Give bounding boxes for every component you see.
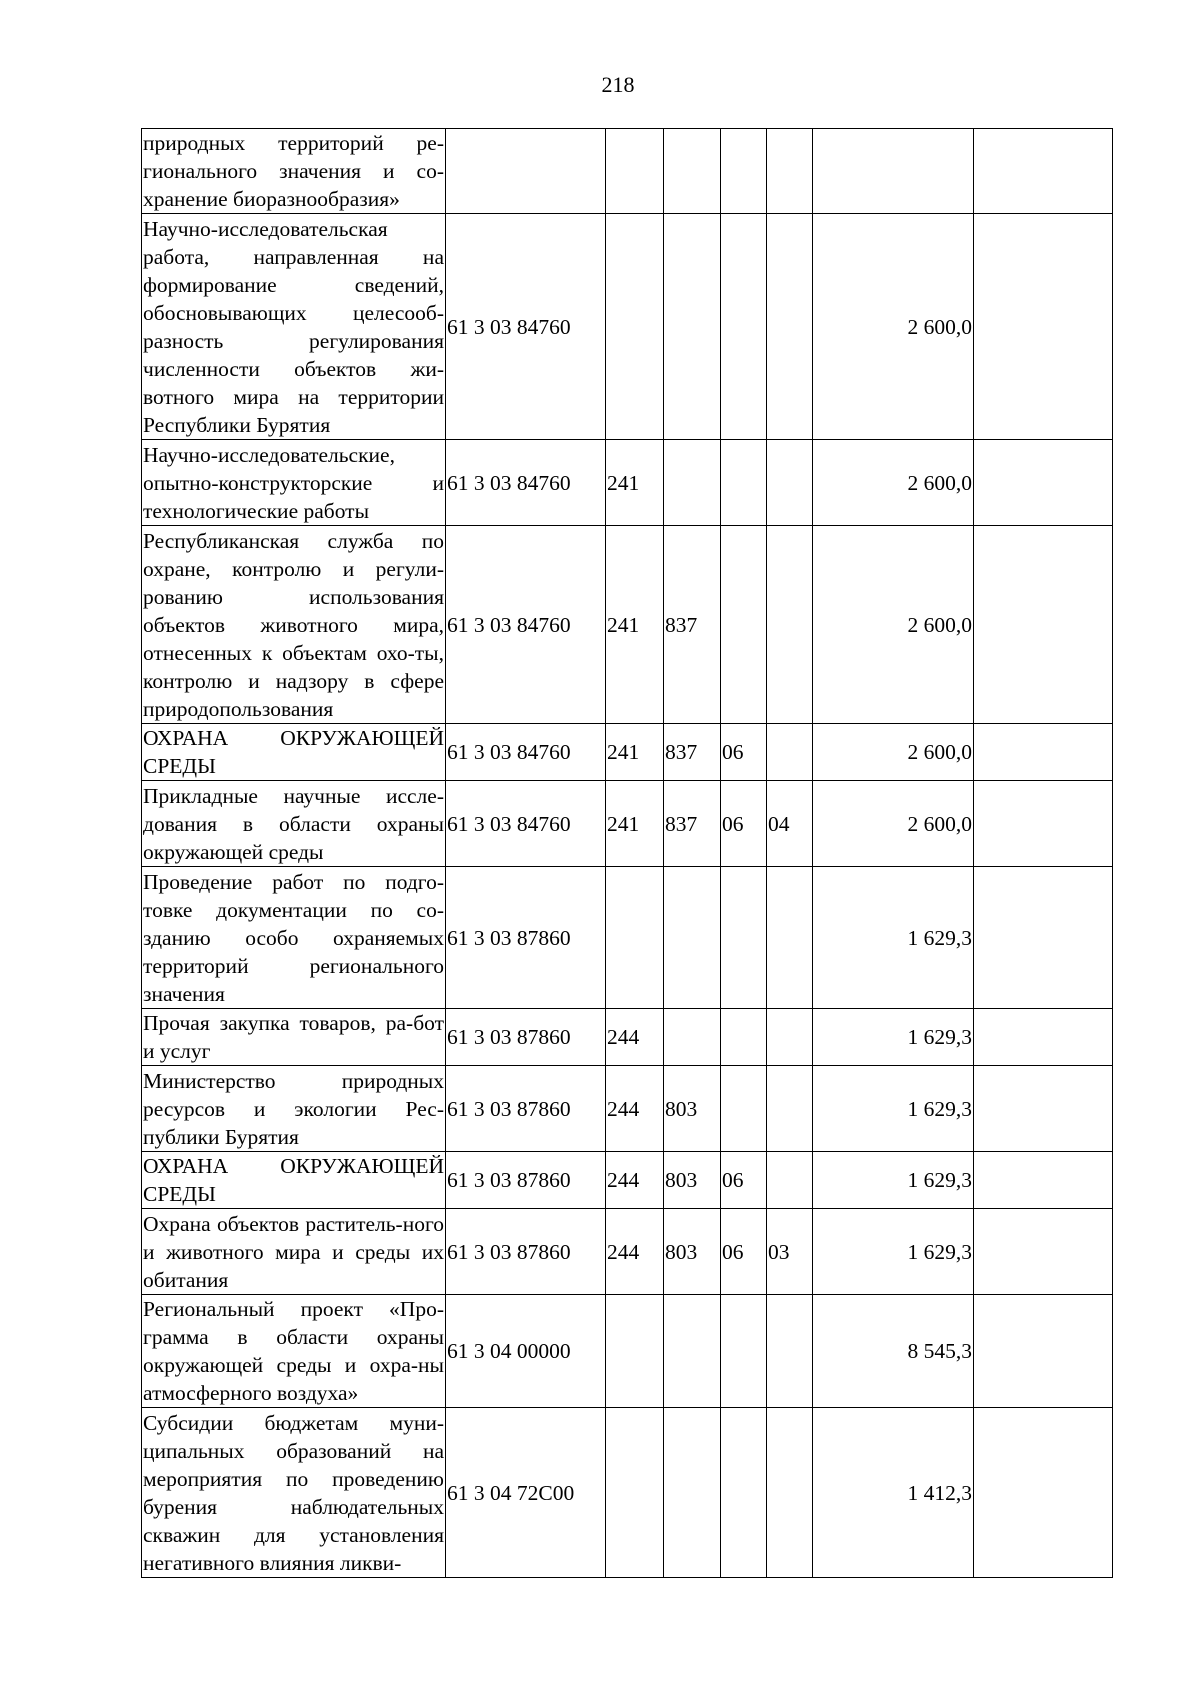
target-article-cell: 61 3 03 87860 [446,1152,606,1209]
section-cell: 06 [721,781,767,867]
section-cell [721,1295,767,1408]
section-cell [721,214,767,440]
ministry-code-cell: 803 [664,1209,721,1295]
amount-cell: 1 629,3 [813,1009,974,1066]
ministry-code-cell: 837 [664,724,721,781]
subsection-cell [767,724,813,781]
ministry-code-cell: 837 [664,526,721,724]
target-article-cell: 61 3 04 72С00 [446,1408,606,1578]
table-row [142,724,1113,781]
section-cell [721,440,767,526]
extra-cell [974,1066,1113,1152]
target-article-cell [446,129,606,214]
amount-cell: 1 629,3 [813,1066,974,1152]
section-cell [721,129,767,214]
row-name-cell: Прикладные научные иссле-дования в области охраны окружающей среды [142,781,446,867]
table-row [142,867,1113,1009]
target-article-cell: 61 3 03 87860 [446,1009,606,1066]
row-name-cell: природных территорий ре-гионального значения и со-хранение биоразнообразия» [142,129,446,214]
amount-cell: 2 600,0 [813,781,974,867]
subsection-cell [767,1009,813,1066]
amount-cell: 1 629,3 [813,1152,974,1209]
table-row [142,129,1113,214]
ministry-code-cell [664,214,721,440]
extra-cell [974,440,1113,526]
section-cell [721,526,767,724]
table-row [142,1295,1113,1408]
ministry-code-cell: 837 [664,781,721,867]
page-number: 218 [601,72,635,97]
target-article-cell: 61 3 03 87860 [446,1209,606,1295]
row-name-cell: Региональный проект «Про-грамма в области охраны окружающей среды и охра-ны атмосферного воздуха» [142,1295,446,1408]
extra-cell [974,724,1113,781]
extra-cell [974,1152,1113,1209]
expense-type-cell: 244 [606,1209,664,1295]
amount-cell: 2 600,0 [813,440,974,526]
expense-type-cell [606,1408,664,1578]
subsection-cell [767,1408,813,1578]
row-name-cell: Научно-исследовательские, опытно-конструкторские и технологические работы [142,440,446,526]
table-row [142,1009,1113,1066]
target-article-cell: 61 3 03 84760 [446,781,606,867]
extra-cell [974,129,1113,214]
target-article-cell: 61 3 03 84760 [446,724,606,781]
amount-cell: 1 629,3 [813,867,974,1009]
ministry-code-cell [664,440,721,526]
table-row [142,1152,1113,1209]
subsection-cell: 03 [767,1209,813,1295]
subsection-cell: 04 [767,781,813,867]
expense-type-cell: 241 [606,724,664,781]
row-name-cell: Проведение работ по подго-товке документации по со-зданию особо охраняемых территорий регионального значения [142,867,446,1009]
row-name-cell: Министерство природных ресурсов и экологии Рес-публики Бурятия [142,1066,446,1152]
subsection-cell [767,440,813,526]
amount-cell: 2 600,0 [813,526,974,724]
row-name-cell: Охрана объектов раститель-ного и животного мира и среды их обитания [142,1209,446,1295]
target-article-cell: 61 3 03 87860 [446,867,606,1009]
subsection-cell [767,1152,813,1209]
budget-table [141,128,1113,1578]
subsection-cell [767,1295,813,1408]
expense-type-cell [606,129,664,214]
expense-type-cell [606,867,664,1009]
section-cell: 06 [721,1152,767,1209]
expense-type-cell: 241 [606,781,664,867]
amount-cell: 1 412,3 [813,1408,974,1578]
extra-cell [974,867,1113,1009]
expense-type-cell: 244 [606,1152,664,1209]
extra-cell [974,1209,1113,1295]
section-cell [721,1408,767,1578]
ministry-code-cell: 803 [664,1152,721,1209]
ministry-code-cell: 803 [664,1066,721,1152]
extra-cell [974,1009,1113,1066]
ministry-code-cell [664,1295,721,1408]
amount-cell: 2 600,0 [813,724,974,781]
expense-type-cell: 241 [606,440,664,526]
section-cell [721,1066,767,1152]
subsection-cell [767,214,813,440]
amount-cell: 2 600,0 [813,214,974,440]
table-row [142,214,1113,440]
row-name-cell: Научно-исследовательская работа, направленная на формирование сведений, обосновывающих целесооб-разность регулирования численности объектов жи-вотного мира на территории Республики Бурятия [142,214,446,440]
section-cell [721,867,767,1009]
table-row [142,1408,1113,1578]
expense-type-cell [606,214,664,440]
row-name-cell: ОХРАНА ОКРУЖАЮЩЕЙ СРЕДЫ [142,724,446,781]
table-row [142,1209,1113,1295]
subsection-cell [767,526,813,724]
amount-cell [813,129,974,214]
ministry-code-cell [664,1408,721,1578]
table-row [142,440,1113,526]
section-cell: 06 [721,1209,767,1295]
target-article-cell: 61 3 03 84760 [446,440,606,526]
target-article-cell: 61 3 04 00000 [446,1295,606,1408]
subsection-cell [767,1066,813,1152]
extra-cell [974,1408,1113,1578]
budget-table-body [142,129,1113,1578]
extra-cell [974,1295,1113,1408]
ministry-code-cell [664,1009,721,1066]
subsection-cell [767,867,813,1009]
ministry-code-cell [664,867,721,1009]
row-name-cell: ОХРАНА ОКРУЖАЮЩЕЙ СРЕДЫ [142,1152,446,1209]
ministry-code-cell [664,129,721,214]
expense-type-cell: 244 [606,1066,664,1152]
expense-type-cell: 244 [606,1009,664,1066]
row-name-cell: Республиканская служба по охране, контролю и регули-рованию использования объектов животного мира, отнесенных к объектам охо-ты, контролю и надзору в сфере природопользования [142,526,446,724]
amount-cell: 1 629,3 [813,1209,974,1295]
target-article-cell: 61 3 03 84760 [446,214,606,440]
table-row [142,526,1113,724]
expense-type-cell [606,1295,664,1408]
target-article-cell: 61 3 03 84760 [446,526,606,724]
row-name-cell: Прочая закупка товаров, ра-бот и услуг [142,1009,446,1066]
section-cell: 06 [721,724,767,781]
section-cell [721,1009,767,1066]
amount-cell: 8 545,3 [813,1295,974,1408]
extra-cell [974,781,1113,867]
table-row [142,1066,1113,1152]
expense-type-cell: 241 [606,526,664,724]
table-row [142,781,1113,867]
subsection-cell [767,129,813,214]
extra-cell [974,526,1113,724]
target-article-cell: 61 3 03 87860 [446,1066,606,1152]
extra-cell [974,214,1113,440]
row-name-cell: Субсидии бюджетам муни-ципальных образований на мероприятия по проведению бурения наблюдательных скважин для установления негативного влияния ликви- [142,1408,446,1578]
